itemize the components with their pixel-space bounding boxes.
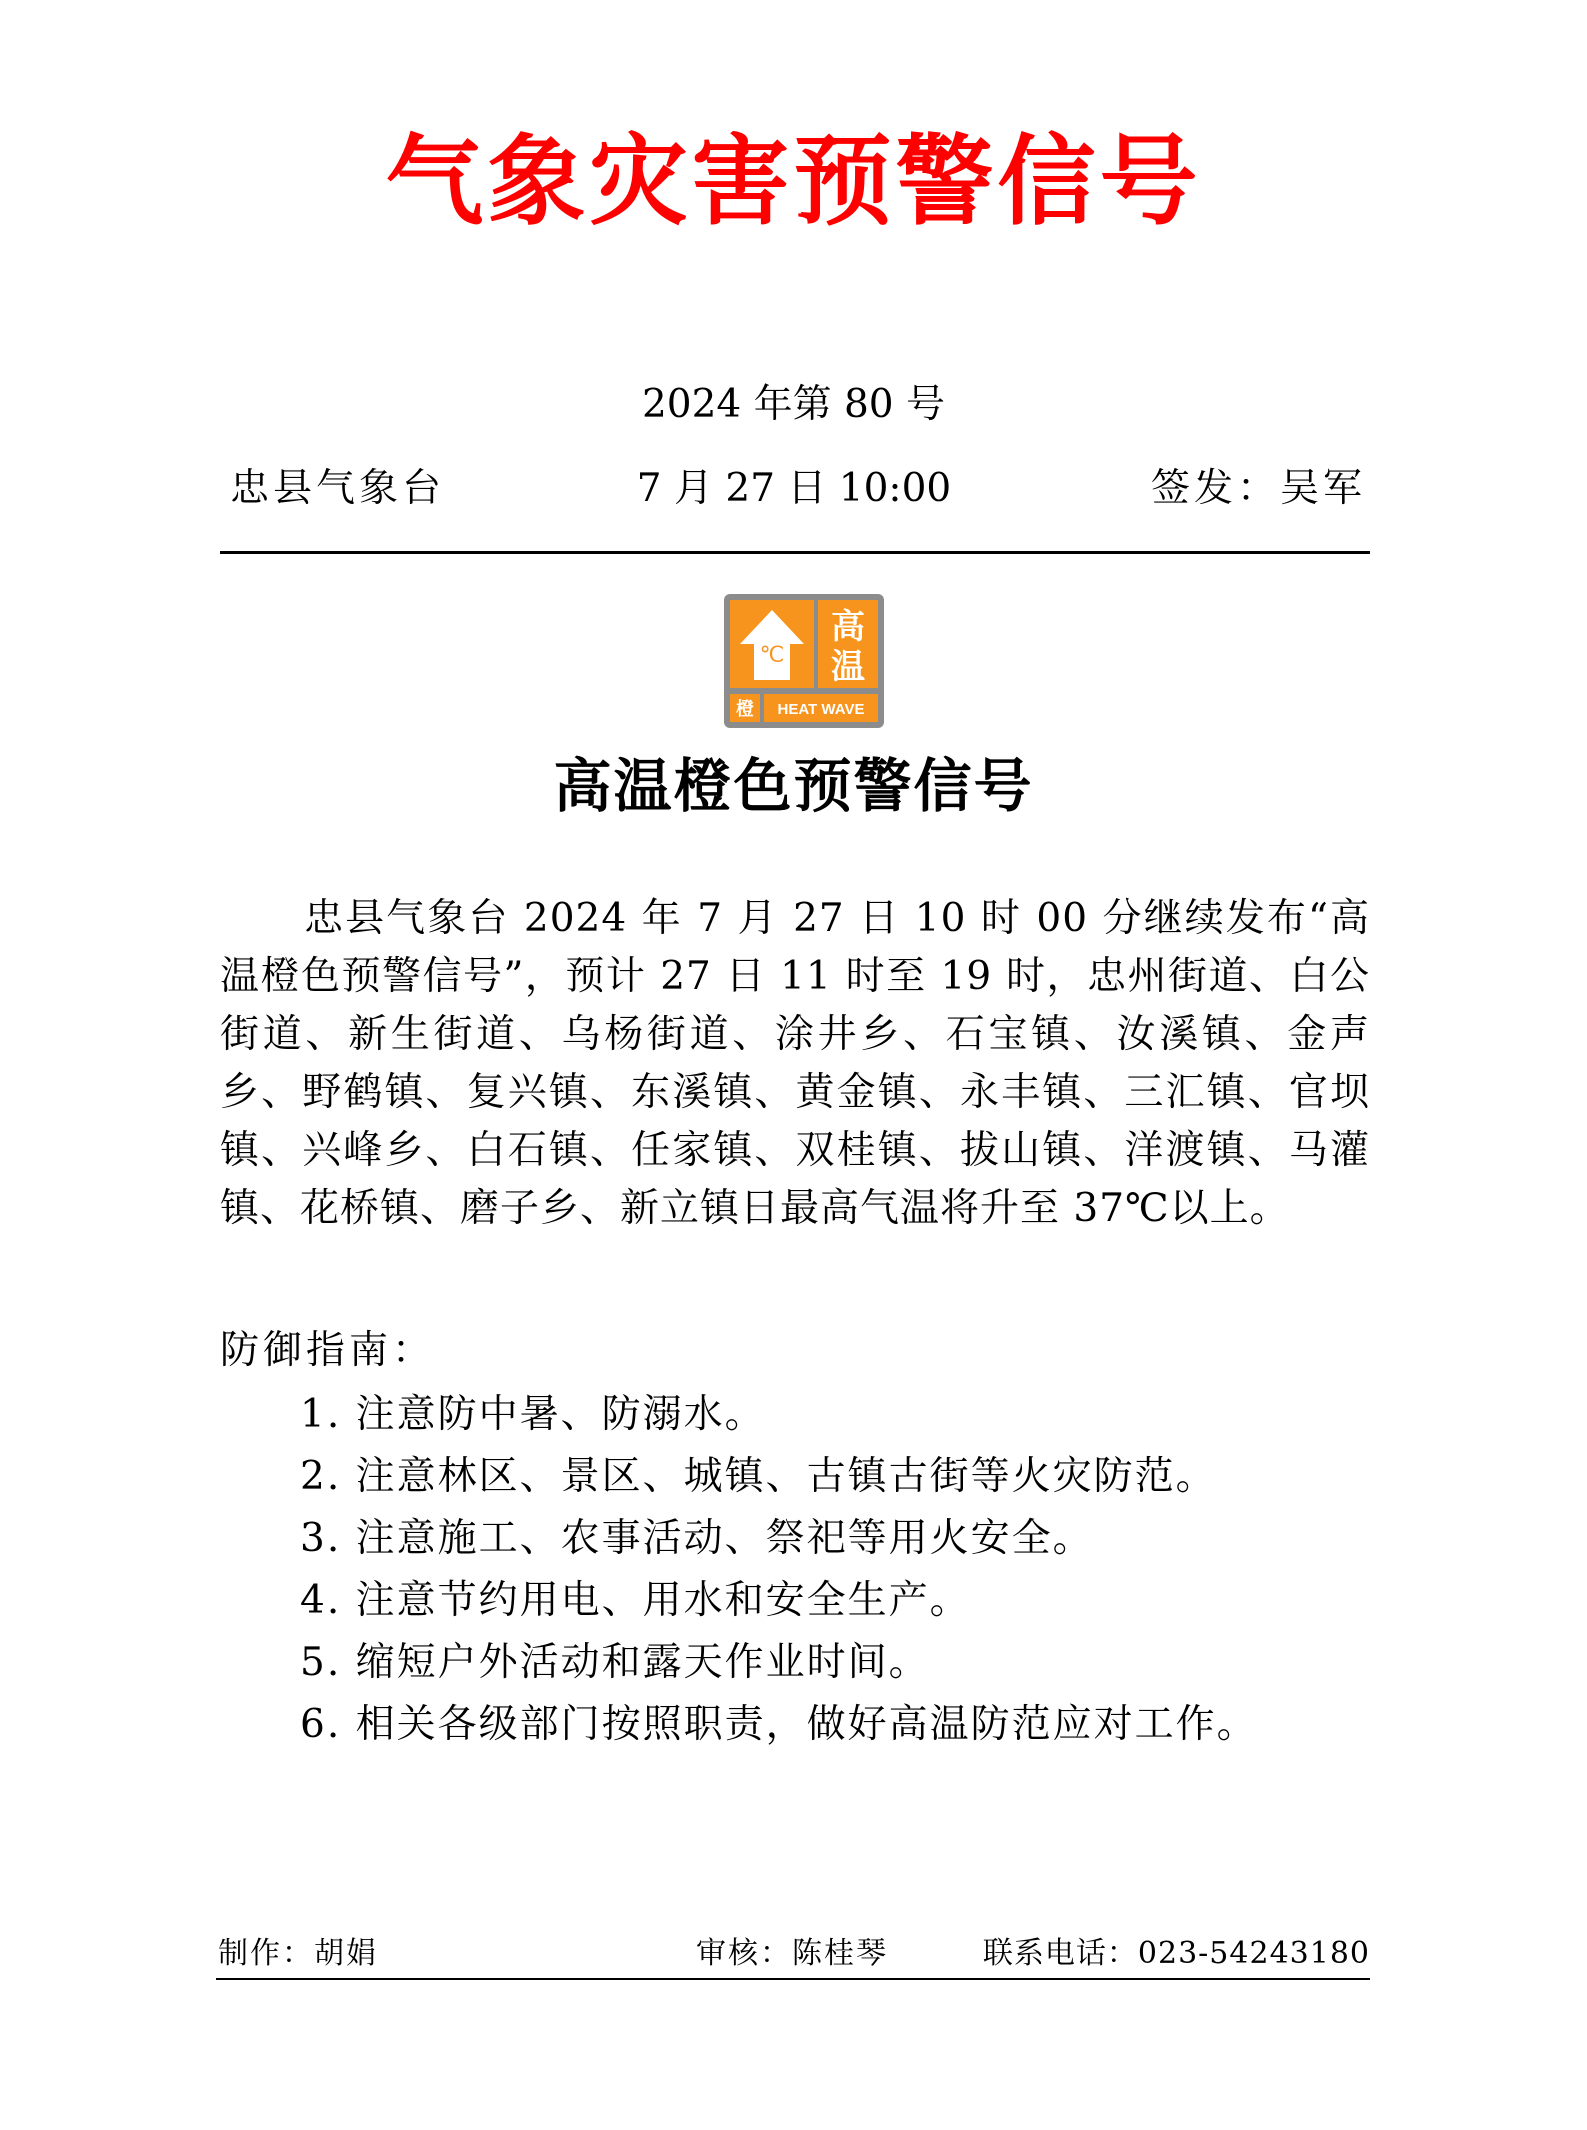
- signer: 签发：吴军: [1150, 466, 1366, 511]
- icon-heat-wave-label: HEAT WAVE: [777, 701, 865, 718]
- footer-rule: [216, 1978, 1370, 1980]
- document-title: 气象灾害预警信号: [385, 124, 1202, 239]
- heat-wave-signal-icon: [724, 594, 884, 728]
- issue-datetime: 7 月 27 日 10:00: [636, 466, 952, 511]
- guide-label: 防御指南：: [220, 1328, 436, 1373]
- icon-unit-label: ℃: [759, 642, 785, 667]
- guide-item: 1. 注意防中暑、防溺水。: [300, 1392, 766, 1437]
- footer-row: [218, 1932, 1370, 1976]
- guide-item: 4. 注意节约用电、用水和安全生产。: [300, 1578, 971, 1623]
- guide-item: 2. 注意林区、景区、城镇、古镇古街等火灾防范。: [300, 1454, 1217, 1499]
- icon-label-gao: 高: [831, 607, 865, 647]
- guide-item: 6. 相关各级部门按照职责，做好高温防范应对工作。: [300, 1702, 1258, 1747]
- footer-maker: 制作：胡娟: [218, 1936, 378, 1971]
- icon-color-label: 橙: [736, 699, 754, 720]
- footer-contact: 联系电话：023-54243180: [982, 1936, 1370, 1971]
- header-rule: [220, 551, 1370, 554]
- warning-title: 高温橙色预警信号: [553, 752, 1034, 820]
- issuer: 忠县气象台: [230, 466, 446, 511]
- guide-item: 5. 缩短户外活动和露天作业时间。: [300, 1640, 930, 1685]
- guide-list: [300, 1384, 1370, 1756]
- footer-reviewer: 审核：陈桂琴: [696, 1936, 888, 1971]
- icon-label-wen: 温: [831, 647, 865, 687]
- header-row: [222, 464, 1366, 514]
- issue-number: 2024 年第 80 号: [641, 382, 946, 427]
- warning-body: 忠县气象台 2024 年 7 月 27 日 10 时 00 分继续发布“高温橙色预警信号”，预计 27 日 11 时至 19 时，忠州街道、白公街道、新生街道、乌杨街道、涂井乡、石宝镇、汝溪镇、金声乡、野鹤镇、复兴镇、东溪镇、黄金镇、永丰镇、三汇镇、官坝镇、兴峰乡、白石镇、任家镇、双桂镇、拔山镇、洋渡镇、马灌镇、花桥镇、磨子乡、新立镇日最高气温将升至 37℃以上。: [220, 896, 1370, 1231]
- guide-item: 3. 注意施工、农事活动、祭祀等用火安全。: [300, 1516, 1094, 1561]
